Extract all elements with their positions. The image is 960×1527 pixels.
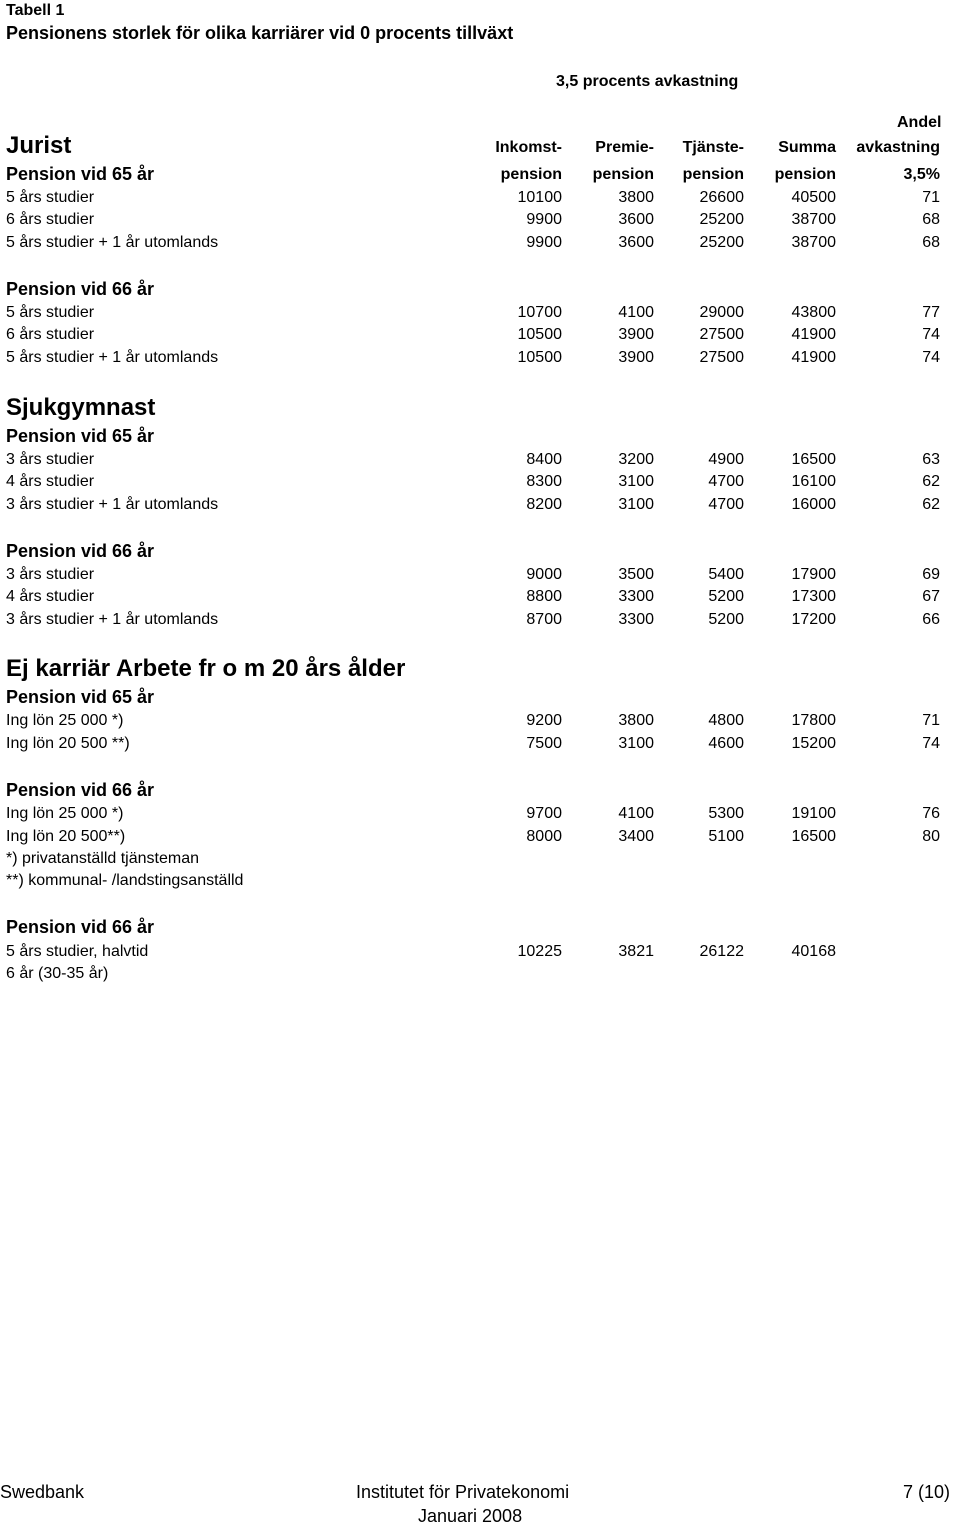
cell-premiepension: 3900	[618, 349, 654, 366]
row-label: 5 års studier	[6, 189, 95, 206]
cell-andel: 62	[922, 496, 940, 513]
row-label: Ing lön 20 500 **)	[6, 735, 130, 752]
col5-header-bottom: 3,5%	[903, 166, 940, 183]
cell-tjanstepension: 5200	[708, 611, 744, 628]
cell-andel: 71	[922, 712, 940, 729]
row-label: 6 års studier	[6, 211, 95, 228]
group-label-jurist-65: Pension vid 65 år	[6, 164, 155, 184]
footer-date: Januari 2008	[418, 1506, 523, 1526]
cell-tjanstepension: 4700	[708, 496, 744, 513]
cell-inkomstpension: 10100	[517, 189, 562, 206]
cell-andel: 74	[922, 349, 940, 366]
cell-premiepension: 3800	[618, 712, 654, 729]
cell-summa: 15200	[791, 735, 836, 752]
cell-premiepension: 4100	[618, 805, 654, 822]
cell-inkomstpension: 8800	[526, 588, 562, 605]
cell-andel: 68	[922, 234, 940, 251]
page-title: Pensionens storlek för olika karriärer vid 0 procents tillväxt	[6, 23, 514, 43]
cell-andel: 62	[922, 473, 940, 490]
cell-premiepension: 3600	[618, 234, 654, 251]
cell-andel: 69	[922, 566, 940, 583]
row-label: 3 års studier	[6, 451, 95, 468]
cell-inkomstpension: 10500	[517, 326, 562, 343]
cell-summa: 17300	[791, 588, 836, 605]
cell-summa: 41900	[791, 326, 836, 343]
section-title-jurist: Jurist	[6, 132, 72, 159]
col3-header-bottom: pension	[682, 166, 744, 183]
cell-tjanstepension: 26600	[699, 189, 744, 206]
cell-summa: 38700	[791, 211, 836, 228]
cell-tjanstepension: 5100	[708, 828, 744, 845]
cell-inkomstpension: 8400	[526, 451, 562, 468]
cell-tjanstepension: 25200	[699, 211, 744, 228]
footnote: *) privatanställd tjänsteman	[6, 850, 199, 867]
cell-premiepension: 3100	[618, 473, 654, 490]
cell-premiepension: 3300	[618, 588, 654, 605]
cell-inkomstpension: 8700	[526, 611, 562, 628]
row-label: 5 års studier, halvtid	[6, 943, 149, 960]
row-label: 5 års studier + 1 år utomlands	[6, 234, 219, 251]
cell-inkomstpension: 9700	[526, 805, 562, 822]
cell-tjanstepension: 27500	[699, 326, 744, 343]
cell-summa: 43800	[791, 304, 836, 321]
row-label: 3 års studier + 1 år utomlands	[6, 611, 219, 628]
footer-left: Swedbank	[0, 1482, 85, 1502]
cell-premiepension: 3100	[618, 735, 654, 752]
cell-tjanstepension: 4700	[708, 473, 744, 490]
cell-premiepension: 4100	[618, 304, 654, 321]
cell-tjanstepension: 4800	[708, 712, 744, 729]
cell-summa: 16000	[791, 496, 836, 513]
cell-summa: 16500	[791, 828, 836, 845]
row-label: 5 års studier + 1 år utomlands	[6, 349, 219, 366]
group-label-sjuk-65: Pension vid 65 år	[6, 426, 155, 446]
cell-summa: 17900	[791, 566, 836, 583]
row-label: Ing lön 25 000 *)	[6, 805, 124, 822]
cell-summa: 16500	[791, 451, 836, 468]
row-label: Ing lön 20 500**)	[6, 828, 126, 845]
page-number: 7 (10)	[903, 1482, 951, 1502]
section-title-ej-karriar: Ej karriär Arbete fr o m 20 års ålder	[6, 655, 406, 682]
footer-center: Institutet för Privatekonomi	[356, 1482, 570, 1502]
cell-inkomstpension: 8200	[526, 496, 562, 513]
cell-premiepension: 3100	[618, 496, 654, 513]
cell-premiepension: 3500	[618, 566, 654, 583]
cell-summa: 40500	[791, 189, 836, 206]
cell-inkomstpension: 10225	[517, 943, 562, 960]
cell-tjanstepension: 27500	[699, 349, 744, 366]
cell-premiepension: 3200	[618, 451, 654, 468]
cell-premiepension: 3600	[618, 211, 654, 228]
cell-tjanstepension: 4900	[708, 451, 744, 468]
cell-andel: 74	[922, 326, 940, 343]
cell-premiepension: 3821	[618, 943, 654, 960]
row-label: 5 års studier	[6, 304, 95, 321]
cell-tjanstepension: 4600	[708, 735, 744, 752]
cell-tjanstepension: 5400	[708, 566, 744, 583]
cell-premiepension: 3900	[618, 326, 654, 343]
cell-tjanstepension: 29000	[699, 304, 744, 321]
group-label-ej-65: Pension vid 65 år	[6, 687, 155, 707]
group-label-jurist-66: Pension vid 66 år	[6, 279, 155, 299]
cell-summa: 19100	[791, 805, 836, 822]
cell-tjanstepension: 25200	[699, 234, 744, 251]
col4-header-bottom: pension	[774, 166, 836, 183]
cell-inkomstpension: 8000	[526, 828, 562, 845]
row-label: 4 års studier	[6, 473, 95, 490]
cell-inkomstpension: 7500	[526, 735, 562, 752]
cell-andel: 74	[922, 735, 940, 752]
row-label: Ing lön 25 000 *)	[6, 712, 124, 729]
cell-andel: 80	[922, 828, 940, 845]
cell-summa: 38700	[791, 234, 836, 251]
cell-summa: 41900	[791, 349, 836, 366]
cell-andel: 76	[922, 805, 940, 822]
cell-inkomstpension: 10700	[517, 304, 562, 321]
row-label: 6 års studier	[6, 326, 95, 343]
table-label: Tabell 1	[6, 2, 65, 19]
cell-inkomstpension: 10500	[517, 349, 562, 366]
cell-summa: 40168	[791, 943, 836, 960]
group-label-ej-66: Pension vid 66 år	[6, 780, 155, 800]
row-label: 3 års studier	[6, 566, 95, 583]
col1-header-top: Inkomst-	[495, 139, 562, 156]
col2-header-top: Premie-	[595, 139, 654, 156]
col1-header-bottom: pension	[500, 166, 562, 183]
col3-header-top: Tjänste-	[682, 139, 744, 156]
row-label: 3 års studier + 1 år utomlands	[6, 496, 219, 513]
cell-tjanstepension: 5300	[708, 805, 744, 822]
cell-inkomstpension: 9000	[526, 566, 562, 583]
group-label-sjuk-66: Pension vid 66 år	[6, 541, 155, 561]
cell-andel: 67	[922, 588, 940, 605]
cell-andel: 71	[922, 189, 940, 206]
col4-header-top: Summa	[778, 139, 836, 156]
cell-andel: 77	[922, 304, 940, 321]
cell-inkomstpension: 9200	[526, 712, 562, 729]
footnote: **) kommunal- /landstingsanställd	[6, 872, 244, 889]
col2-header-bottom: pension	[592, 166, 654, 183]
section-title-sjukgymnast: Sjukgymnast	[6, 394, 156, 421]
col5-header-top1: Andel	[897, 114, 942, 131]
col5-header-top2: avkastning	[856, 139, 940, 156]
scenario-label: 3,5 procents avkastning	[556, 73, 739, 90]
row-label: 4 års studier	[6, 588, 95, 605]
cell-premiepension: 3400	[618, 828, 654, 845]
cell-inkomstpension: 9900	[526, 211, 562, 228]
cell-summa: 17800	[791, 712, 836, 729]
cell-premiepension: 3300	[618, 611, 654, 628]
cell-summa: 16100	[791, 473, 836, 490]
cell-inkomstpension: 9900	[526, 234, 562, 251]
cell-andel: 63	[922, 451, 940, 468]
cell-summa: 17200	[791, 611, 836, 628]
cell-andel: 68	[922, 211, 940, 228]
cell-tjanstepension: 26122	[699, 943, 744, 960]
cell-premiepension: 3800	[618, 189, 654, 206]
cell-inkomstpension: 8300	[526, 473, 562, 490]
cell-andel: 66	[922, 611, 940, 628]
group-label-extra-66: Pension vid 66 år	[6, 917, 155, 937]
cell-tjanstepension: 5200	[708, 588, 744, 605]
extra-note: 6 år (30-35 år)	[6, 965, 109, 982]
